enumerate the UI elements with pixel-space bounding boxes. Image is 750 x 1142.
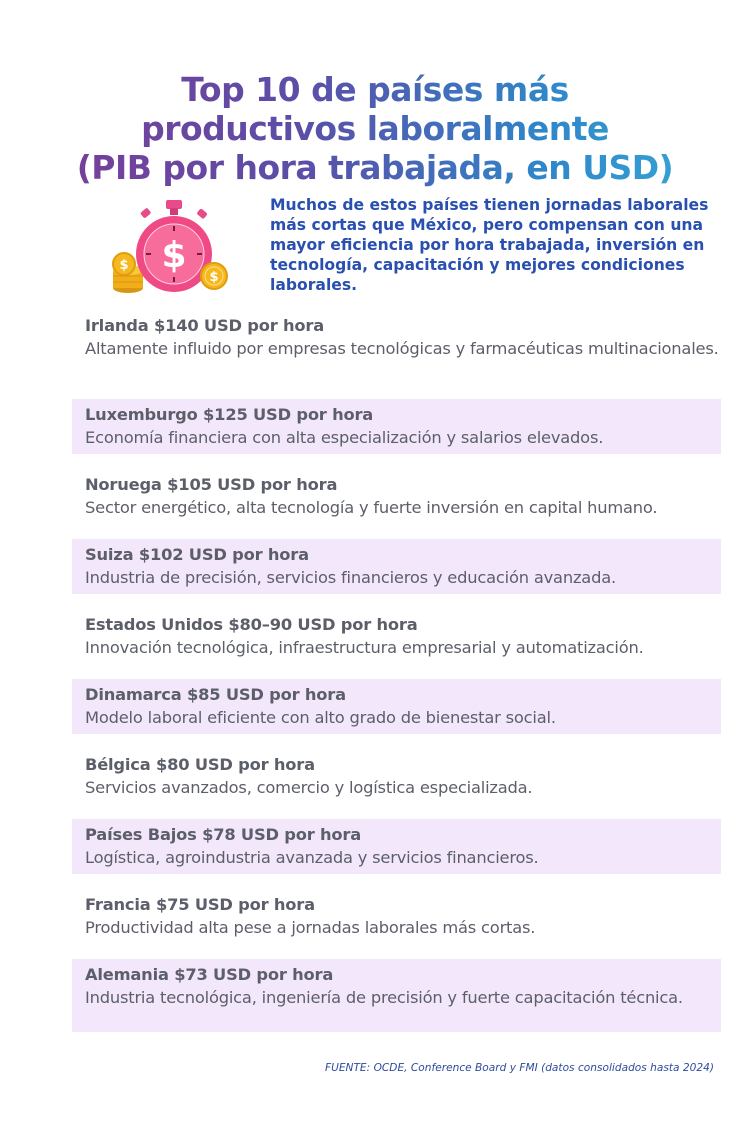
list-item [72, 399, 721, 454]
title-line-2: productivos laboralmente [141, 109, 609, 148]
country-title: Francia $75 USD por hora [85, 895, 315, 914]
country-title: Luxemburgo $125 USD por hora [85, 405, 374, 424]
country-description: Sector energético, alta tecnología y fuerte inversión en capital humano. [85, 498, 658, 517]
title-line-3: (PIB por hora trabajada, en USD) [76, 148, 674, 187]
country-description: Altamente influido por empresas tecnológicas y farmacéuticas multinacionales. [85, 339, 719, 358]
country-title: Países Bajos $78 USD por hora [85, 825, 361, 844]
stopwatch-dollar-coins-icon [104, 196, 234, 298]
title-line-1: Top 10 de países más [181, 70, 569, 109]
list-item [72, 679, 721, 734]
list-item [72, 749, 721, 804]
page-title [40, 70, 710, 187]
country-title: Dinamarca $85 USD por hora [85, 685, 346, 704]
country-list [72, 312, 721, 1032]
country-description: Industria de precisión, servicios financieros y educación avanzada. [85, 568, 616, 587]
list-item [72, 819, 721, 874]
country-description: Innovación tecnológica, infraestructura empresarial y automatización. [85, 638, 644, 657]
country-title: Bélgica $80 USD por hora [85, 755, 315, 774]
list-item [72, 469, 721, 524]
country-description: Industria tecnológica, ingeniería de precisión y fuerte capacitación técnica. [85, 988, 683, 1007]
source-note: FUENTE: OCDE, Conference Board y FMI (datos consolidados hasta 2024) [325, 1062, 714, 1074]
list-item [72, 609, 721, 664]
list-item [72, 312, 721, 382]
country-title: Estados Unidos $80–90 USD por hora [85, 615, 418, 634]
svg-text:$: $ [119, 258, 129, 273]
list-item [72, 539, 721, 594]
svg-text:$: $ [161, 235, 187, 276]
country-title: Alemania $73 USD por hora [85, 965, 334, 984]
country-description: Productividad alta pese a jornadas laborales más cortas. [85, 918, 536, 937]
intro-text: Muchos de estos países tienen jornadas laborales más cortas que México, pero compensan con una mayor eficiencia por hora trabajada, inversión en tecnología, capacitación y mejores condiciones laborales. [270, 196, 709, 294]
country-description: Servicios avanzados, comercio y logística especializada. [85, 778, 533, 797]
country-description: Modelo laboral eficiente con alto grado de bienestar social. [85, 708, 556, 727]
country-title: Irlanda $140 USD por hora [85, 316, 324, 335]
country-description: Logística, agroindustria avanzada y servicios financieros. [85, 848, 539, 867]
country-title: Suiza $102 USD por hora [85, 545, 309, 564]
list-item [72, 959, 721, 1032]
svg-text:$: $ [209, 270, 219, 285]
country-title: Noruega $105 USD por hora [85, 475, 338, 494]
country-description: Economía financiera con alta especialización y salarios elevados. [85, 428, 604, 447]
list-item [72, 889, 721, 944]
